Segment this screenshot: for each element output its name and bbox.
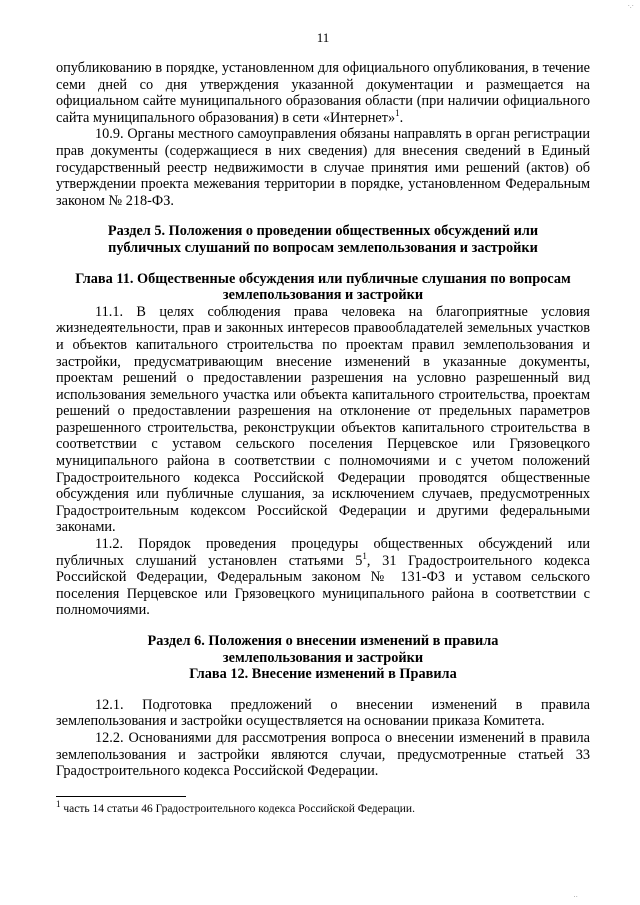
bottom-corner-mark: ··	[573, 893, 578, 901]
footnote-text: часть 14 статьи 46 Градостроительного кодекса Российской Федерации.	[60, 802, 415, 815]
paragraph-12-2: 12.2. Основаниями для рассмотрения вопроса о внесении изменений в правила землепользования и застройки являются случаи, предусмотренные статьей 33 Градостроительного кодекса Российской Федерации.	[56, 729, 590, 780]
section-5-heading-line-2: публичных слушаний по вопросам землепользования и застройки	[108, 239, 538, 256]
paragraph-continuation-end: .	[399, 109, 404, 126]
footnote-reference: 1	[395, 108, 400, 119]
paragraph-continuation	[56, 60, 590, 126]
paragraph-12-1: 12.1. Подготовка предложений о внесении изменений в правила землепользования и застройки осуществляется на основании приказа Комитета.	[56, 696, 590, 730]
top-corner-mark: ·.·	[627, 2, 634, 10]
page-number: 11	[316, 30, 330, 45]
footnote-separator	[56, 796, 186, 797]
paragraph-continuation-text: опубликованию в порядке, установленном для официального опубликования, в течение семи дней со дня утверждения указанной документации и размещается на официальном сайте муниципального образования области (при наличии официального сайта муниципального образования) в сети «Интернет»	[56, 60, 590, 126]
paragraph-11-1: 11.1. В целях соблюдения права человека на благоприятные условия жизнедеятельности, прав и законных интересов правообладателей земельных участков и объектов капитального строительства по проектам правил землепользования и застройки, предусматривающим внесение изменений в указанные документы, проектам решений о предоставлении разрешения на условно разрешенный вид использования земельного участка или объекта капитального строительства, проектам решений о предоставлении разрешения на отклонение от предельных параметров разрешенного строительства, реконструкции объектов капитального строительства в соответствии с уставом сельского поселения Перцевское или Грязовецкого муниципального района в соответствии с полномочиями и с учетом положений Градостроительного кодекса Российской Федерации проводятся общественные обсуждения или публичные слушания, за исключением случаев, предусмотренных Градостроительным кодексом Российской Федерации и другими федеральными законами.	[56, 303, 590, 536]
paragraph-10-9: 10.9. Органы местного самоуправления обязаны направлять в орган регистрации прав документы (содержащиеся в них сведения) для внесения сведений в Единый государственный реестр недвижимости в случае принятия ими решений (актов) об утверждении проекта межевания территории в порядке, установленном Федеральным законом № 218-ФЗ.	[56, 126, 590, 209]
paragraph-11-2-text-b: , 31 Градостроительного кодекса Российской Федерации, Федеральным законом № 131-ФЗ и уставом сельского поселения Перцевское или Грязовецкого муниципального района в соответствии с полномочиями.	[56, 552, 590, 619]
document-page	[56, 30, 590, 816]
footnote	[56, 798, 590, 816]
section-5-heading-line-1: Раздел 5. Положения о проведении общественных обсуждений или	[107, 223, 539, 240]
article-superscript: 1	[362, 550, 367, 561]
paragraph-11-2-text-a: 11.2. Порядок проведения процедуры общественных обсуждений или публичных слушаний установлен статьями 5	[56, 536, 590, 569]
chapter-11-heading-line-2: землепользования и застройки	[222, 287, 424, 304]
chapter-12-heading: Глава 12. Внесение изменений в Правила	[189, 666, 457, 683]
footnote-marker: 1	[56, 798, 61, 809]
section-6-heading-line-2: землепользования и застройки	[222, 649, 424, 666]
section-6-heading-line-1: Раздел 6. Положения о внесении изменений в правила	[147, 633, 499, 649]
chapter-11-heading-line-1: Глава 11. Общественные обсуждения или публичные слушания по вопросам	[75, 270, 571, 287]
paragraph-11-2	[56, 536, 590, 619]
